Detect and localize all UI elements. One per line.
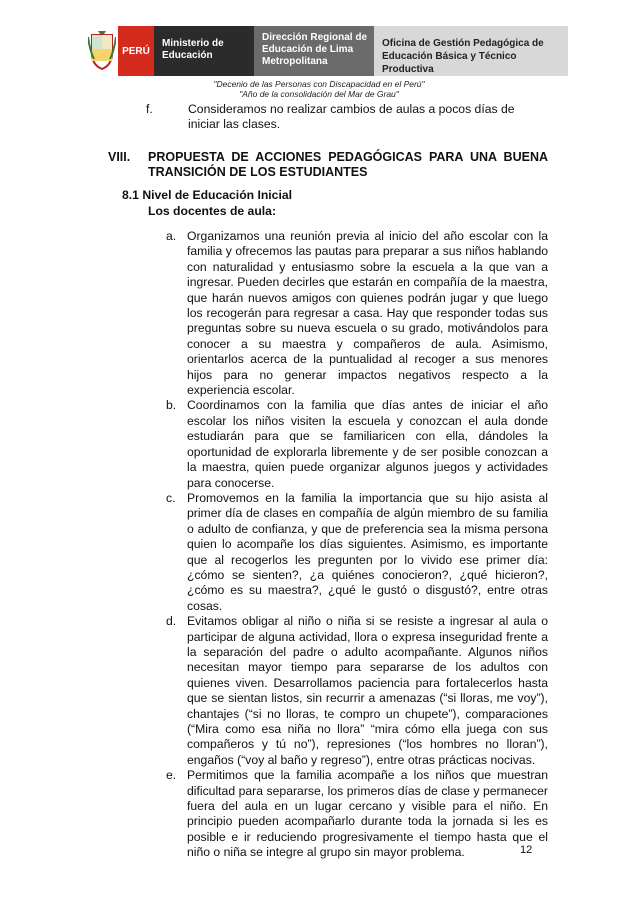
list-item-a bbox=[166, 229, 548, 398]
subsection-title: 8.1 Nivel de Educación Inicial bbox=[122, 188, 293, 202]
list-item-e bbox=[166, 768, 548, 860]
coat-of-arms-icon bbox=[88, 29, 116, 71]
list-item-text: Evitamos obligar al niño o niña si se resiste a ingresar al aula o participar de alguna actividad, llora o expresa inseguridad frente a la separación del padre o adulto acompañante. Algunos niños necesitan mayor tiempo para separarse de los adultos con quienes viven. Desarrollamos paciencia para fortalecerlos hasta que se sientan listos, sin recurrir a amenazas (“si lloras, me voy”), chantajes (“si no lloras, te compro un chupete”), comparaciones (“Mira como esa niña no llora” “mira cómo ella juega con sus compañeros y tú no”), represiones (“los hombres no lloran”), engaños (“voy al baño y regreso”), entre otras prácticas nocivas. bbox=[187, 614, 548, 767]
section-number: VIII. bbox=[108, 150, 131, 164]
motto-decade: "Decenio de las Personas con Discapacidad en el Perú" bbox=[213, 79, 425, 89]
regional-directorate-label: Dirección Regional de Educación de Lima Metropolitana bbox=[254, 26, 374, 76]
brand-peru: PERÚ bbox=[118, 26, 154, 76]
actions-list bbox=[166, 229, 548, 861]
list-item-label: f. bbox=[146, 102, 153, 116]
list-item-text: Promovemos en la familia la importancia que su hijo asista al primer día de clases en compañía de algún miembro de su familia o adulto de confianza, y que de preferencia sea la misma persona quien lo acompañe los días siguientes. Asimismo, es importante que al recogerlos les pregunten por lo vivido ese primer día: ¿cómo se sienten?, ¿a quiénes conocieron?, ¿qué hicieron?, ¿cómo es su maestra?, ¿qué le gustó o disgustó?, entre otras cosas. bbox=[187, 490, 548, 613]
list-item-label: a. bbox=[166, 229, 177, 243]
list-item-f bbox=[146, 102, 546, 133]
list-item-text: Permitimos que la familia acompañe a los niños que muestran dificultad para separarse, los primeros días de clase y permanecer fuera del aula en un lugar cercano y visible para el niño. En principio pueden acompañarlo durante toda la jornada si les es posible e ir reduciendo progresivamente el tiempo hasta que el niño o niña se integre al grupo sin mayor problema. bbox=[187, 768, 548, 860]
list-item-d bbox=[166, 614, 548, 768]
section-heading bbox=[108, 150, 548, 180]
office-label: Oficina de Gestión Pedagógica de Educación Básica y Técnico Productiva bbox=[374, 26, 568, 76]
page-number: 12 bbox=[520, 844, 533, 856]
subsection-subtitle: Los docentes de aula: bbox=[148, 203, 276, 218]
list-item-text: Consideramos no realizar cambios de aulas a pocos días de iniciar las clases. bbox=[188, 102, 515, 132]
list-item-label: c. bbox=[166, 490, 176, 505]
list-item-c bbox=[166, 491, 548, 614]
motto-year: "Año de la consolidación del Mar de Grau" bbox=[239, 89, 399, 99]
subsection-heading bbox=[122, 188, 522, 219]
list-item-text: Coordinamos con la familia que días antes de iniciar el año escolar los niños visiten la escuela y conozcan el aula donde estudiarán para que se familiaricen con ella, dándoles la oportunidad de explorarla libremente y de ser posible conozcan a la maestra, quien puede organizar algunos juegos y actividades para conocerse. bbox=[187, 398, 548, 490]
list-item-label: b. bbox=[166, 398, 177, 413]
section-title: PROPUESTA DE ACCIONES PEDAGÓGICAS PARA UNA BUENA TRANSICIÓN DE LOS ESTUDIANTES bbox=[148, 150, 548, 179]
ministry-label: Ministerio de Educación bbox=[154, 26, 254, 76]
list-item-label: d. bbox=[166, 614, 177, 629]
list-item-b bbox=[166, 398, 548, 490]
list-item-text: Organizamos una reunión previa al inicio del año escolar con la familia y ofrecemos las pautas para preparar a sus niños hablando con naturalidad y entusiasmo sobre la escuela a la que van a ingresar. Pueden decirles que estarán en compañía de la maestra, que harán nuevos amigos con quienes podrán jugar y que luego los recogerán para regresar a casa. Hay que responder todas sus preguntas sobre su nueva escuela o su grado, motivándolos para conocer a su maestra y compañeros de aula. Asimismo, orientarlos acerca de la puntualidad al recoger a sus menores hijos para no generar impactos negativos respecto a la experiencia escolar. bbox=[187, 229, 548, 398]
list-item-label: e. bbox=[166, 768, 177, 783]
header-banner bbox=[88, 26, 568, 76]
